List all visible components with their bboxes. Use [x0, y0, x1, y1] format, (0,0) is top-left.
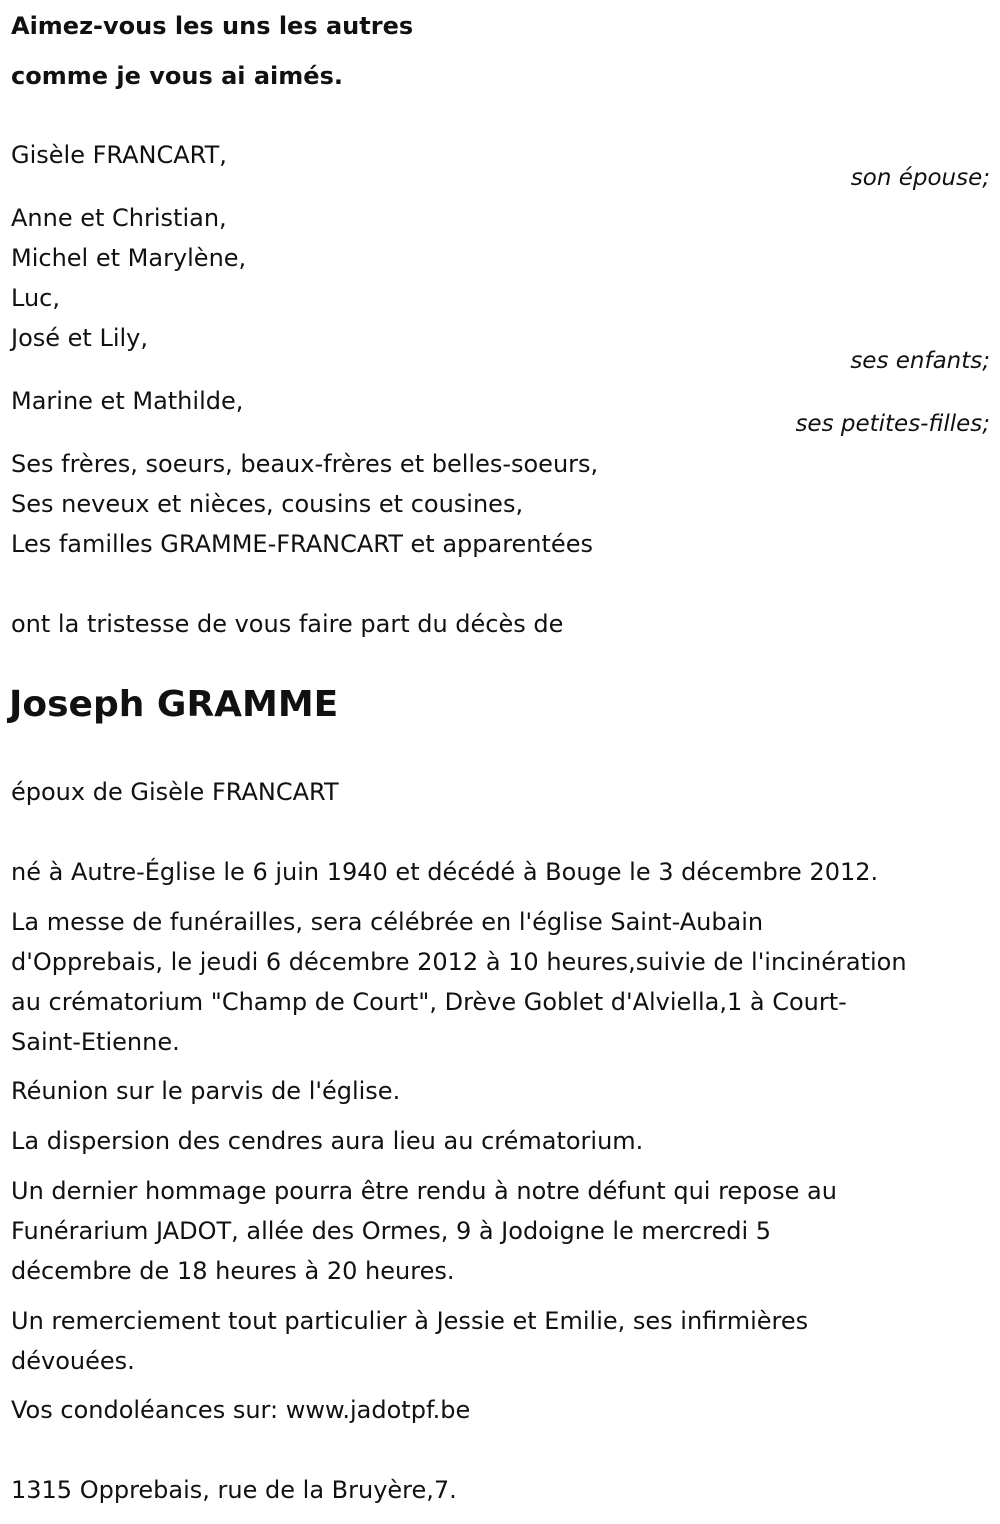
tribute-line: décembre de 18 heures à 20 heures.: [11, 1257, 455, 1285]
children-role: ses enfants;: [850, 348, 990, 374]
relatives-line: Ses neveux et nièces, cousins et cousines,: [11, 490, 524, 518]
spouse-role: son épouse;: [850, 165, 990, 191]
thanks-line: dévouées.: [11, 1347, 135, 1375]
relatives-line: Les familles GRAMME-FRANCART et apparentées: [11, 530, 593, 558]
ashes-text: La dispersion des cendres aura lieu au crématorium.: [11, 1127, 644, 1155]
child-line: Luc,: [11, 284, 60, 312]
granddaughters-role: ses petites-filles;: [795, 411, 990, 437]
tribute-line: Un dernier hommage pourra être rendu à notre défunt qui repose au: [11, 1177, 837, 1205]
relatives-line: Ses frères, soeurs, beaux-frères et belles-soeurs,: [11, 450, 599, 478]
birth-death-text: né à Autre-Église le 6 juin 1940 et décédé à Bouge le 3 décembre 2012.: [11, 858, 879, 886]
spouse-of-text: époux de Gisèle FRANCART: [11, 778, 339, 806]
announcement-text: ont la tristesse de vous faire part du décès de: [11, 610, 564, 638]
child-line: Michel et Marylène,: [11, 244, 247, 272]
funeral-line: au crématorium "Champ de Court", Drève Goblet d'Alviella,1 à Court-: [11, 988, 847, 1016]
child-line: José et Lily,: [11, 324, 149, 352]
thanks-line: Un remerciement tout particulier à Jessie et Emilie, ses infirmières: [11, 1307, 809, 1335]
funeral-line: Saint-Etienne.: [11, 1028, 180, 1056]
condolences-text: Vos condoléances sur: www.jadotpf.be: [11, 1396, 471, 1424]
funeral-line: La messe de funérailles, sera célébrée en l'église Saint-Aubain: [11, 908, 764, 936]
tribute-line: Funérarium JADOT, allée des Ormes, 9 à Jodoigne le mercredi 5: [11, 1217, 772, 1245]
motto-line-1: Aimez-vous les uns les autres: [11, 12, 414, 40]
child-line: Anne et Christian,: [11, 204, 227, 232]
funeral-line: d'Opprebais, le jeudi 6 décembre 2012 à 10 heures,suivie de l'incinération: [11, 948, 907, 976]
spouse-name: Gisèle FRANCART,: [11, 141, 227, 169]
meeting-text: Réunion sur le parvis de l'église.: [11, 1077, 401, 1105]
granddaughters-names: Marine et Mathilde,: [11, 387, 244, 415]
motto-line-2: comme je vous ai aimés.: [11, 62, 343, 90]
address-text: 1315 Opprebais, rue de la Bruyère,7.: [11, 1476, 457, 1504]
deceased-name: Joseph GRAMME: [9, 684, 339, 725]
